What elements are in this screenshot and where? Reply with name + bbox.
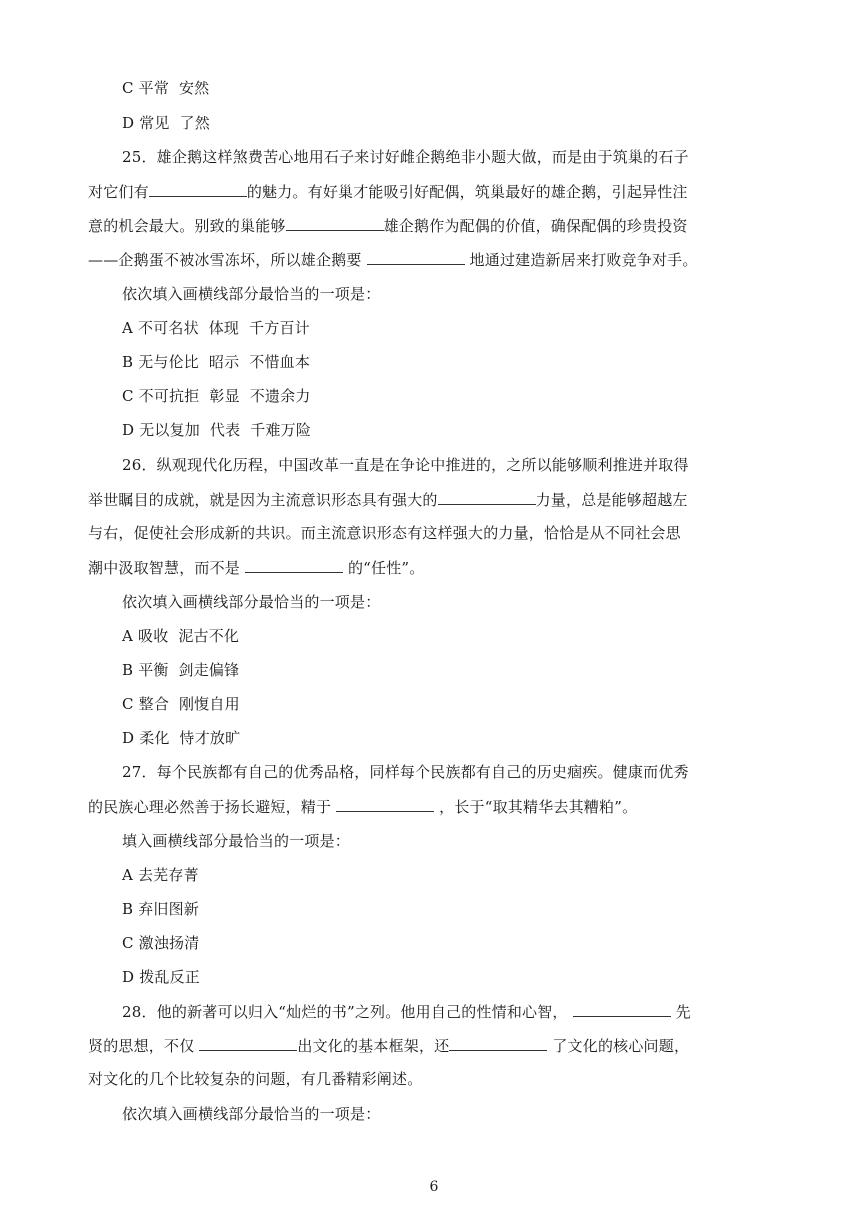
q26-text-line4: 潮中汲取智慧，而不是 的“任性”。 <box>88 559 425 577</box>
q25-option-b: B 无与伦比 昭示 不惜血本 <box>122 353 311 371</box>
q25-option-a: A 不可名状 体现 千方百计 <box>122 319 310 337</box>
q26-text-line2: 举世瞩目的成就，就是因为主流意识形态具有强大的 力量，总是能够超越左 <box>88 491 688 509</box>
q28-text-line3: 对文化的几个比较复杂的问题，有几番精彩阐述。 <box>88 1070 423 1088</box>
q28-prompt: 依次填入画横线部分最恰当的一项是： <box>122 1105 381 1123</box>
answer-blank <box>245 557 343 573</box>
q27-option-c: C 激浊扬清 <box>122 934 200 952</box>
q25-option-c: C 不可抗拒 彰显 不遗余力 <box>122 387 311 405</box>
q28-text-line2: 贤的思想，不仅 出文化的基本框架，还 了文化的核心问题， <box>88 1037 690 1055</box>
q26-option-a: A 吸收 泥古不化 <box>122 627 240 645</box>
q24-option-c: C 平常 安然 <box>122 79 210 97</box>
q27-option-d: D 拨乱反正 <box>122 968 200 986</box>
q27-prompt: 填入画横线部分最恰当的一项是： <box>122 832 351 850</box>
q27-option-b: B 弃旧图新 <box>122 900 199 918</box>
q25-prompt: 依次填入画横线部分最恰当的一项是： <box>122 285 381 303</box>
q25-text-line2: 对它们有 的魅力。有好巢才能吸引好配偶，筑巢最好的雄企鹅，引起异性注 <box>88 183 688 201</box>
q26-option-c: C 整合 刚愎自用 <box>122 695 240 713</box>
answer-blank <box>149 181 247 197</box>
q25-text-line1: 25．雄企鹅这样煞费苦心地用石子来讨好雌企鹅绝非小题大做，而是由于筑巢的石子 <box>122 148 689 166</box>
q26-option-d: D 柔化 恃才放旷 <box>122 729 241 747</box>
q26-text-line1: 26．纵观现代化历程，中国改革一直是在争论中推进的，之所以能够顺利推进并取得 <box>122 456 689 474</box>
answer-blank <box>286 215 384 231</box>
answer-blank <box>199 1035 297 1051</box>
q25-text-line3: 意的机会最大。别致的巢能够 雄企鹅作为配偶的价值，确保配偶的珍贵投资 <box>88 217 688 235</box>
q26-text-line3: 与右，促使社会形成新的共识。而主流意识形态有这样强大的力量，恰恰是从不同社会思 <box>88 524 681 542</box>
q24-option-d: D 常见 了然 <box>122 114 210 132</box>
answer-blank <box>336 796 434 812</box>
q28-text-line1: 28．他的新著可以归入“灿烂的书”之列。他用自己的性情和心智， 先 <box>122 1003 691 1021</box>
page-number: 6 <box>429 1179 439 1195</box>
answer-blank <box>573 1001 671 1017</box>
q27-text-line2: 的民族心理必然善于扬长避短，精于 ，长于“取其精华去其糟粕”。 <box>88 798 638 816</box>
answer-blank <box>438 489 536 505</box>
answer-blank <box>449 1035 547 1051</box>
q26-option-b: B 平衡 剑走偏锋 <box>122 661 240 679</box>
q26-prompt: 依次填入画横线部分最恰当的一项是： <box>122 593 381 611</box>
q25-text-line4: ——企鹅蛋不被冰雪冻坏，所以雄企鹅要 地通过建造新居来打败竞争对手。 <box>88 251 698 269</box>
q25-option-d: D 无以复加 代表 千难万险 <box>122 421 312 439</box>
answer-blank <box>367 249 465 265</box>
q27-option-a: A 去芜存菁 <box>122 866 199 884</box>
q27-text-line1: 27．每个民族都有自己的优秀品格，同样每个民族都有自己的历史痼疾。健康而优秀 <box>122 763 689 781</box>
